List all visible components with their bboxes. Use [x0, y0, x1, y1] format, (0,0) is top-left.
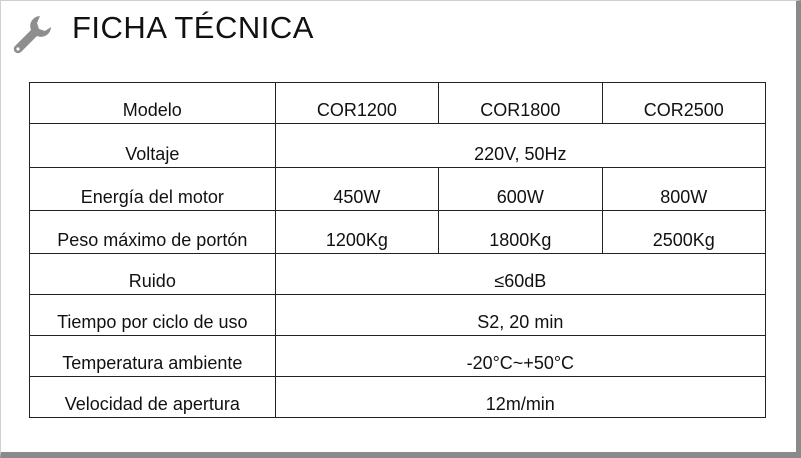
- table-row: [30, 124, 766, 168]
- row-label: Voltaje: [30, 124, 276, 168]
- table-row: [30, 336, 766, 377]
- model-cor2500: COR2500: [602, 83, 765, 124]
- row-value: 220V, 50Hz: [275, 124, 765, 168]
- row-value: 12m/min: [275, 377, 765, 418]
- row-label: Ruido: [30, 254, 276, 295]
- model-cor1200: COR1200: [275, 83, 438, 124]
- row-label: Energía del motor: [30, 168, 276, 211]
- row-value: -20°C~+50°C: [275, 336, 765, 377]
- table-row: [30, 377, 766, 418]
- row-value: 1200Kg: [275, 211, 438, 254]
- row-label: Tiempo por ciclo de uso: [30, 295, 276, 336]
- table-row: [30, 295, 766, 336]
- page-title: FICHA TÉCNICA: [72, 10, 314, 45]
- row-label: Temperatura ambiente: [30, 336, 276, 377]
- wrench-icon: [10, 12, 56, 58]
- model-cor1800: COR1800: [439, 83, 602, 124]
- row-label: Peso máximo de portón: [30, 211, 276, 254]
- table-row: [30, 168, 766, 211]
- row-value: 450W: [275, 168, 438, 211]
- table-row: [30, 211, 766, 254]
- row-value: 1800Kg: [439, 211, 602, 254]
- row-value: 600W: [439, 168, 602, 211]
- table-row: [30, 254, 766, 295]
- row-value: 800W: [602, 168, 765, 211]
- spec-table: [29, 82, 766, 418]
- row-label: Velocidad de apertura: [30, 377, 276, 418]
- table-header-row: [30, 83, 766, 124]
- row-value: 2500Kg: [602, 211, 765, 254]
- row-value: S2, 20 min: [275, 295, 765, 336]
- header-label: Modelo: [30, 83, 276, 124]
- page-header: [8, 6, 788, 56]
- row-value: ≤60dB: [275, 254, 765, 295]
